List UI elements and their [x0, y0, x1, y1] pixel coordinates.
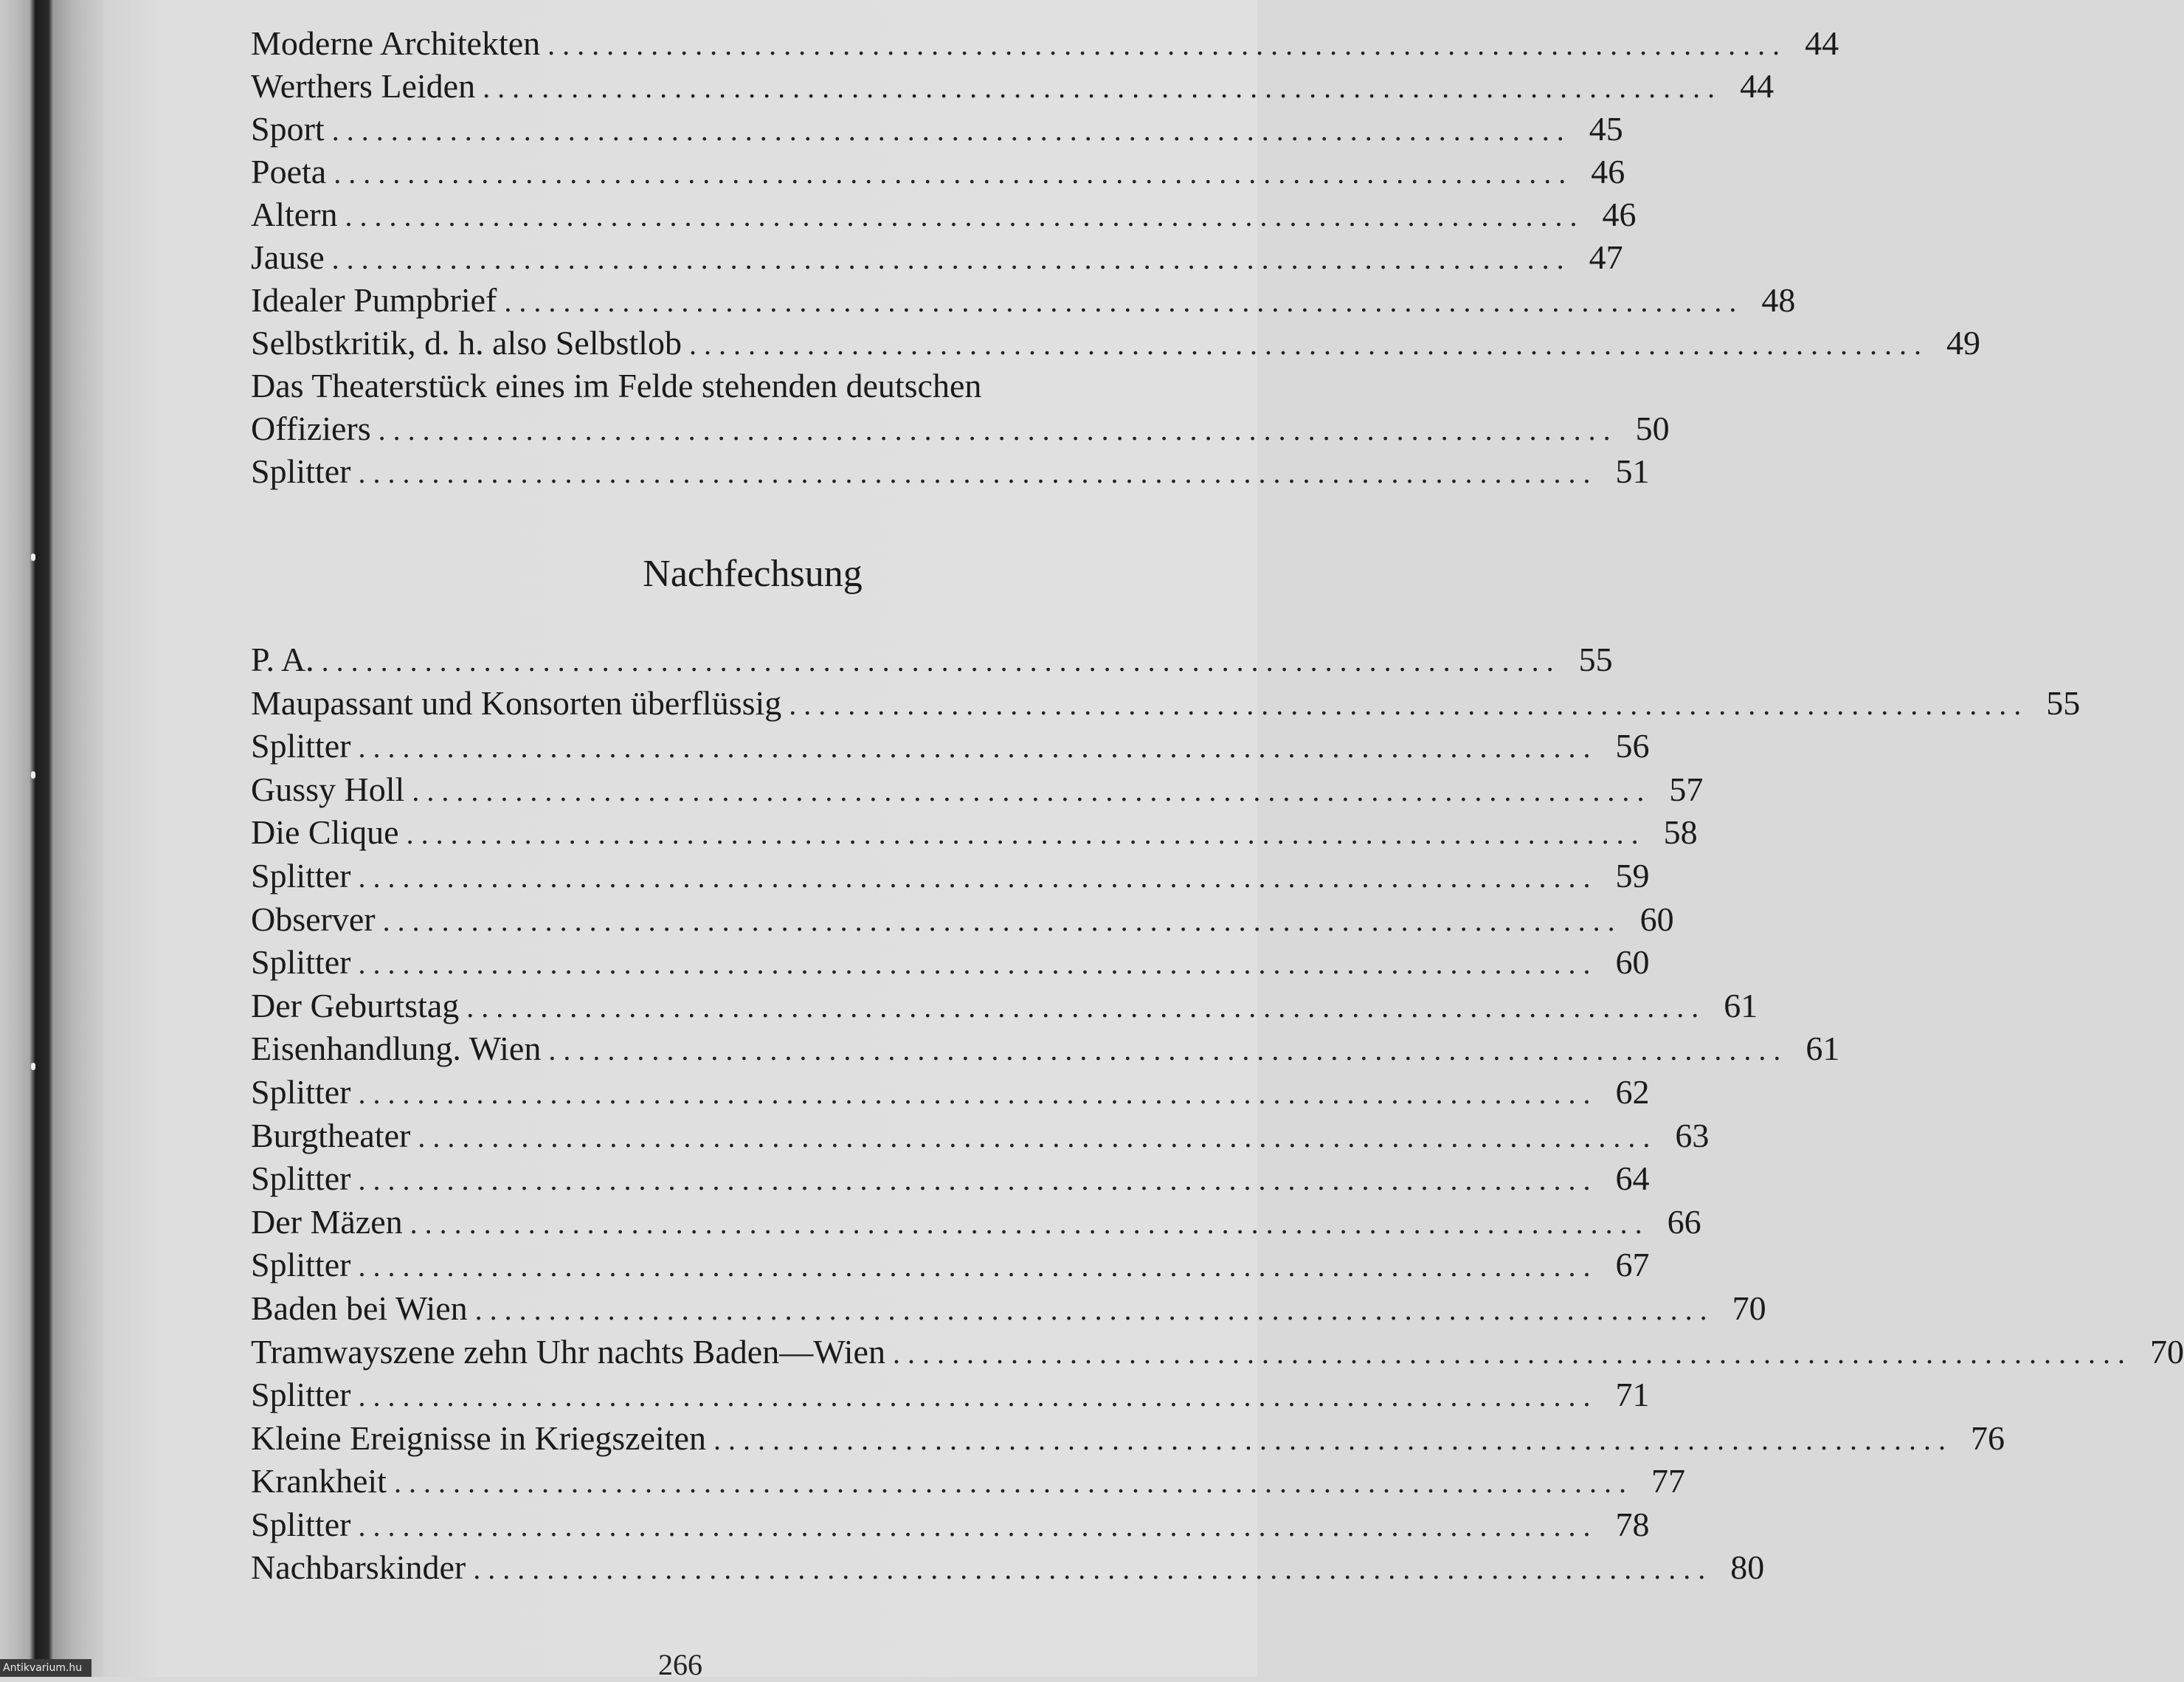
toc-entry — [251, 1460, 1685, 1503]
toc-entry — [251, 1503, 1650, 1547]
toc-entry — [251, 725, 1650, 768]
toc-entry — [251, 1417, 2005, 1461]
dot-leader — [412, 770, 1644, 813]
toc-entry — [251, 682, 2081, 725]
toc-entry — [251, 855, 1650, 898]
entry-page-number: 44 — [1805, 24, 1839, 62]
entry-title: Offiziers — [251, 410, 371, 447]
entry-page-number: 46 — [1591, 153, 1625, 190]
entry-page-number: 76 — [1970, 1419, 2005, 1457]
toc-entry — [251, 1546, 1765, 1590]
toc-entry — [251, 151, 1625, 193]
entry-title: Krankheit — [251, 1462, 387, 1500]
dot-leader — [322, 640, 1554, 683]
dot-leader — [358, 1375, 1590, 1419]
toc-entry — [251, 638, 1613, 682]
dot-leader — [689, 323, 1921, 366]
toc-entry — [251, 236, 1623, 279]
entry-title: Die Clique — [251, 813, 399, 852]
dot-leader — [466, 986, 1699, 1030]
entry-title: Nachbarskinder — [251, 1548, 466, 1587]
entry-page-number: 60 — [1639, 900, 1674, 938]
toc-entry — [251, 1287, 1766, 1331]
toc-entry — [251, 1027, 1840, 1071]
dot-leader — [332, 238, 1564, 280]
entry-page-number: 70 — [1732, 1289, 1766, 1327]
entry-page-number: 78 — [1615, 1505, 1650, 1543]
dot-leader — [358, 726, 1590, 770]
entry-page-number: 56 — [1615, 727, 1650, 765]
entry-title: Moderne Architekten — [251, 24, 541, 62]
spine-mark — [31, 771, 35, 779]
entry-page-number: 55 — [2046, 683, 2081, 722]
entry-page-number: 71 — [1615, 1376, 1650, 1414]
dot-leader — [358, 1072, 1590, 1116]
entry-title: Splitter — [251, 727, 351, 765]
toc-section-list — [251, 638, 2184, 1590]
entry-page-number: 44 — [1740, 67, 1774, 105]
dot-leader — [394, 1461, 1626, 1505]
entry-page-number: 55 — [1578, 641, 1613, 678]
entry-title: Kleine Ereignisse in Kriegszeiten — [251, 1419, 706, 1457]
toc-entry — [251, 1331, 2184, 1374]
entry-page-number: 48 — [1761, 281, 1796, 319]
toc-entry — [251, 22, 1839, 65]
entry-title: Eisenhandlung. Wien — [251, 1030, 542, 1068]
entry-page-number: 58 — [1663, 813, 1698, 852]
entry-title: Splitter — [251, 1376, 351, 1414]
dot-leader — [504, 280, 1736, 323]
entry-page-number: 57 — [1669, 770, 1704, 808]
entry-page-number: 60 — [1615, 943, 1650, 982]
dot-leader — [358, 1245, 1590, 1289]
book-page — [103, 0, 2184, 1677]
spine-mark — [31, 554, 35, 561]
dot-leader — [358, 942, 1590, 986]
dot-leader — [358, 1159, 1590, 1202]
table-of-contents — [251, 22, 2184, 1590]
dot-leader — [548, 1029, 1780, 1072]
toc-entry — [251, 279, 1796, 322]
entry-title: Baden bei Wien — [251, 1289, 468, 1327]
dot-leader — [893, 1332, 2125, 1376]
entry-title: Selbstkritik, d. h. also Selbstlob — [251, 324, 682, 362]
dot-leader — [418, 1116, 1650, 1159]
watermark: Antikvarium.hu — [0, 1659, 91, 1677]
entry-title: Splitter — [251, 856, 351, 895]
entry-page-number: 67 — [1615, 1246, 1650, 1284]
entry-title: Altern — [251, 196, 338, 233]
entry-title: Splitter — [251, 452, 351, 490]
entry-title: Tramwayszene zehn Uhr nachts Baden—Wien — [251, 1332, 885, 1371]
dot-leader — [345, 195, 1577, 238]
toc-entry — [251, 193, 1637, 236]
section-heading: Nachfechsung — [643, 553, 863, 595]
book-spine-edge — [0, 0, 103, 1677]
entry-page-number: 77 — [1651, 1462, 1685, 1500]
entry-title: Observer — [251, 900, 376, 938]
spine-mark — [31, 1063, 35, 1070]
dot-leader — [473, 1548, 1705, 1591]
dot-leader — [332, 109, 1564, 152]
entry-title: Splitter — [251, 943, 351, 982]
toc-entry — [251, 811, 1698, 855]
entry-title: Splitter — [251, 1246, 351, 1284]
toc-top-list — [251, 22, 1980, 493]
toc-entry — [251, 108, 1623, 151]
entry-title: Das Theaterstück eines im Felde stehenden deutschen — [251, 367, 982, 404]
entry-title: P. A. — [251, 641, 314, 678]
entry-title: Splitter — [251, 1072, 351, 1111]
toc-entry — [251, 1201, 1701, 1244]
dot-leader — [358, 856, 1590, 900]
toc-entry — [251, 1373, 1650, 1417]
entry-title: Maupassant und Konsorten überflüssig — [251, 683, 782, 722]
toc-entry — [251, 768, 1704, 812]
entry-page-number: 62 — [1615, 1072, 1650, 1111]
entry-page-number: 50 — [1635, 410, 1670, 447]
entry-title: Der Mäzen — [251, 1202, 403, 1241]
entry-title: Jause — [251, 238, 325, 276]
dot-leader — [358, 1505, 1590, 1548]
entry-page-number: 49 — [1946, 324, 1980, 362]
entry-page-number: 45 — [1589, 110, 1623, 148]
toc-entry — [251, 1071, 1650, 1114]
dot-leader — [358, 452, 1590, 494]
entry-title: Splitter — [251, 1505, 351, 1543]
dot-leader — [713, 1419, 1946, 1462]
toc-entry — [251, 365, 1299, 407]
entry-page-number: 61 — [1724, 986, 1758, 1024]
toc-entry — [251, 322, 1980, 365]
entry-page-number: 51 — [1615, 452, 1650, 490]
entry-page-number: 47 — [1589, 238, 1623, 276]
dot-leader — [483, 66, 1715, 109]
dot-leader — [383, 900, 1615, 943]
toc-entry — [251, 407, 1670, 450]
entry-title: Splitter — [251, 1159, 351, 1198]
entry-page-number: 46 — [1602, 196, 1637, 233]
toc-entry — [251, 1244, 1650, 1287]
dot-leader — [334, 152, 1566, 195]
toc-entry — [251, 450, 1650, 493]
entry-title: Poeta — [251, 153, 327, 190]
entry-title: Idealer Pumpbrief — [251, 281, 497, 319]
dot-leader — [410, 1202, 1642, 1246]
entry-title: Sport — [251, 110, 325, 148]
dot-leader — [789, 683, 2021, 727]
toc-entry — [251, 1114, 1710, 1158]
dot-leader — [379, 409, 1611, 452]
toc-entry — [251, 898, 1674, 942]
dot-leader — [407, 813, 1639, 856]
dot-leader — [547, 24, 1780, 66]
toc-entry — [251, 941, 1650, 985]
entry-page-number: 64 — [1615, 1159, 1650, 1198]
toc-entry — [251, 1157, 1650, 1201]
entry-title: Werthers Leiden — [251, 67, 476, 105]
entry-title: Burgtheater — [251, 1116, 411, 1154]
toc-entry — [251, 985, 1758, 1028]
entry-page-number: 61 — [1805, 1030, 1840, 1068]
dot-leader — [475, 1289, 1707, 1332]
entry-page-number: 59 — [1615, 856, 1650, 895]
page-number: 266 — [658, 1648, 702, 1681]
entry-title: Gussy Holl — [251, 770, 405, 808]
entry-page-number: 63 — [1675, 1116, 1710, 1154]
entry-title: Der Geburtstag — [251, 986, 460, 1024]
entry-page-number: 80 — [1730, 1548, 1765, 1587]
entry-page-number: 70 — [2149, 1332, 2184, 1371]
toc-entry — [251, 65, 1774, 108]
entry-page-number: 66 — [1667, 1202, 1701, 1241]
